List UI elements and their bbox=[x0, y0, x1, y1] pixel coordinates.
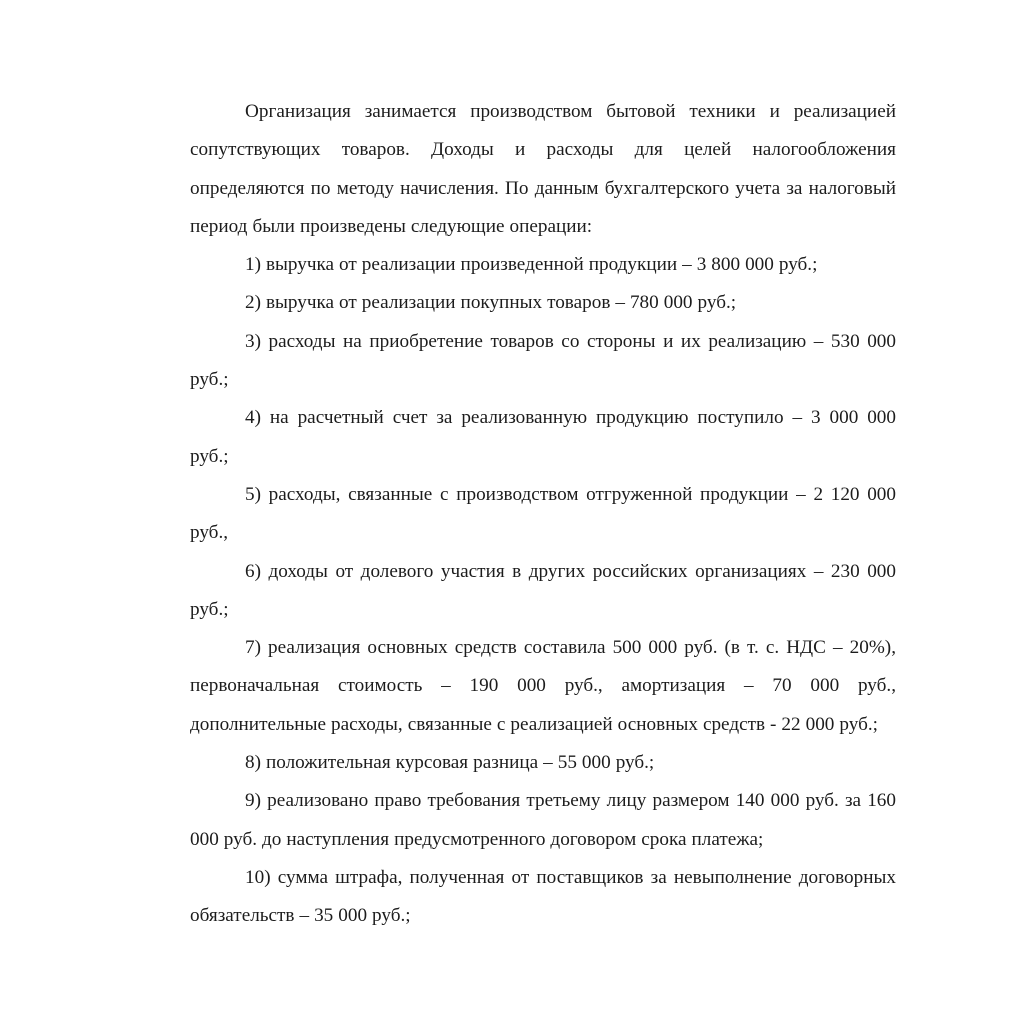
list-item-10: 10) сумма штрафа, полученная от поставщиков за невыполнение договорных обязательств – 35 000 руб.; bbox=[190, 866, 896, 927]
text-column bbox=[190, 93, 896, 936]
list-item-8: 8) положительная курсовая разница – 55 000 руб.; bbox=[245, 752, 655, 774]
list-item-2: 2) выручка от реализации покупных товаров – 780 000 руб.; bbox=[245, 292, 737, 314]
list-item-3: 3) расходы на приобретение товаров со стороны и их реализацию – 530 000 руб.; bbox=[190, 330, 896, 391]
intro-paragraph: Организация занимается производством бытовой техники и реализацией сопутствующих товаров. Доходы и расходы для целей налогообложения определяются по методу начисления. По данным бухгалтерского учета за налоговый период были произведены следующие операции: bbox=[190, 101, 896, 237]
list-item-9: 9) реализовано право требования третьему лицу размером 140 000 руб. за 160 000 руб. до наступления предусмотренного договором срока платежа; bbox=[190, 790, 896, 850]
list-item-4: 4) на расчетный счет за реализованную продукцию поступило – 3 000 000 руб.; bbox=[190, 407, 896, 467]
list-item-6: 6) доходы от долевого участия в других российских организациях – 230 000 руб.; bbox=[190, 560, 896, 620]
list-item-5: 5) расходы, связанные с производством отгруженной продукции – 2 120 000 руб., bbox=[190, 483, 896, 544]
list-item-1: 1) выручка от реализации произведенной продукции – 3 800 000 руб.; bbox=[245, 254, 818, 276]
list-item-7: 7) реализация основных средств составила 500 000 руб. (в т. с. НДС – 20%), первоначальная стоимость – 190 000 руб., амортизация – 70 000 руб., дополнительные расходы, связанные с реализацией основных средств - 22 000 руб.; bbox=[190, 637, 896, 735]
